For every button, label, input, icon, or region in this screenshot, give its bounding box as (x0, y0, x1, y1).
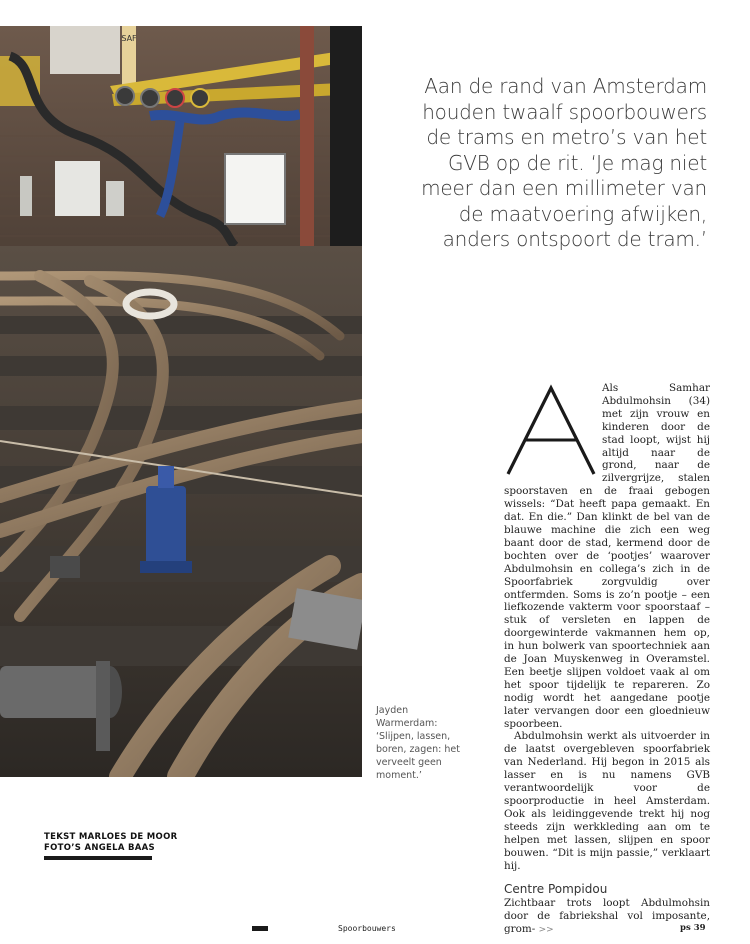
footer-section: Spoorbouwers (338, 924, 396, 933)
intro-line: de trams en metro’s van het (426, 125, 707, 149)
article-paragraph: Als Samhar Abdulmohsin (34) met zijn vrouw en kinderen door de stad loopt, wijst hij altijd naar de grond, naar de zilvergrijze, stalen spoorstaven en de fraai gebogen wissels: “Dat heeft papa gemaakt. En dat. En die.” Dan klinkt de bel van de blauwe machine die zich een weg baant door de stad, kermend door de bochten over de ‘pootjes’ waarover Abdulmohsin en collega’s zich in de Spoorfabriek zorgvuldig over ontfermden. Soms is zo’n pootje – een liefkozende vakterm voor spoorstaaf – stuk of versleten en lappen de doorgewinterde vakmannen hem op, in hun bolwerk van spoortechniek aan de Joan Muyskenweg in Overamstel. Een beetje slijpen voldoet vaak al om het spoor tijdelijk te repareren. Zo nodig wordt het aangedane pootje later vervangen door een gloednieuw spoorbeen. (504, 382, 710, 730)
caption-line: Jayden (376, 705, 409, 716)
article-paragraph: Abdulmohsin werkt als uitvoerder in de laatst overgebleven spoorfabriek van Nederland. Hij begon in 2015 als lasser en is nu namens GVB verantwoordelijk voor de spoorproductie in heel Amsterdam. Ook als leidinggevende trekt hij nog steeds zijn werkkleding aan om te helpen met lassen, slijpen en spoor bouwen. “Dit is mijn passie,” verklaart hij. (504, 730, 710, 872)
footer-mark-icon (252, 926, 268, 931)
workshop-photo (0, 26, 362, 777)
credits (44, 832, 177, 854)
caption-line: verveelt geen (376, 757, 442, 768)
article-body (504, 382, 710, 937)
intro-line: GVB op de rit. ‘Je mag niet (448, 150, 707, 175)
dropcap (504, 382, 600, 480)
credit-text: TEKST MARLOES DE MOOR (44, 832, 178, 842)
caption-line: ‘Slijpen, lassen, (376, 731, 451, 742)
intro-line: anders ontspoort de tram.’ (442, 227, 707, 251)
caption-line: Warmerdam: (376, 718, 438, 729)
credit-photo: FOTO’S ANGELA BAAS (44, 843, 155, 853)
caption-line: moment.’ (376, 770, 422, 781)
sign-text: SAF (121, 34, 137, 43)
intro-line: houden twaalf spoorbouwers (422, 99, 707, 124)
intro-line: Aan de rand van Amsterdam (424, 74, 707, 98)
page-number: ps 39 (680, 923, 706, 933)
continue-arrow-icon: >> (538, 925, 554, 936)
intro-line: de maatvoering afwijken, (458, 201, 707, 226)
photo-caption (376, 704, 472, 782)
intro-line: meer dan een millimeter van (421, 176, 707, 200)
subhead: Centre Pompidou (504, 882, 608, 897)
intro-standfirst (392, 74, 707, 253)
dropcap-letter (504, 382, 598, 478)
article-paragraph-text: Zichtbaar trots loopt Abdulmohsin door de fabriekshal vol imposante, grom- (504, 897, 710, 936)
caption-line: boren, zagen: het (376, 744, 460, 755)
credits-rule (44, 856, 152, 860)
